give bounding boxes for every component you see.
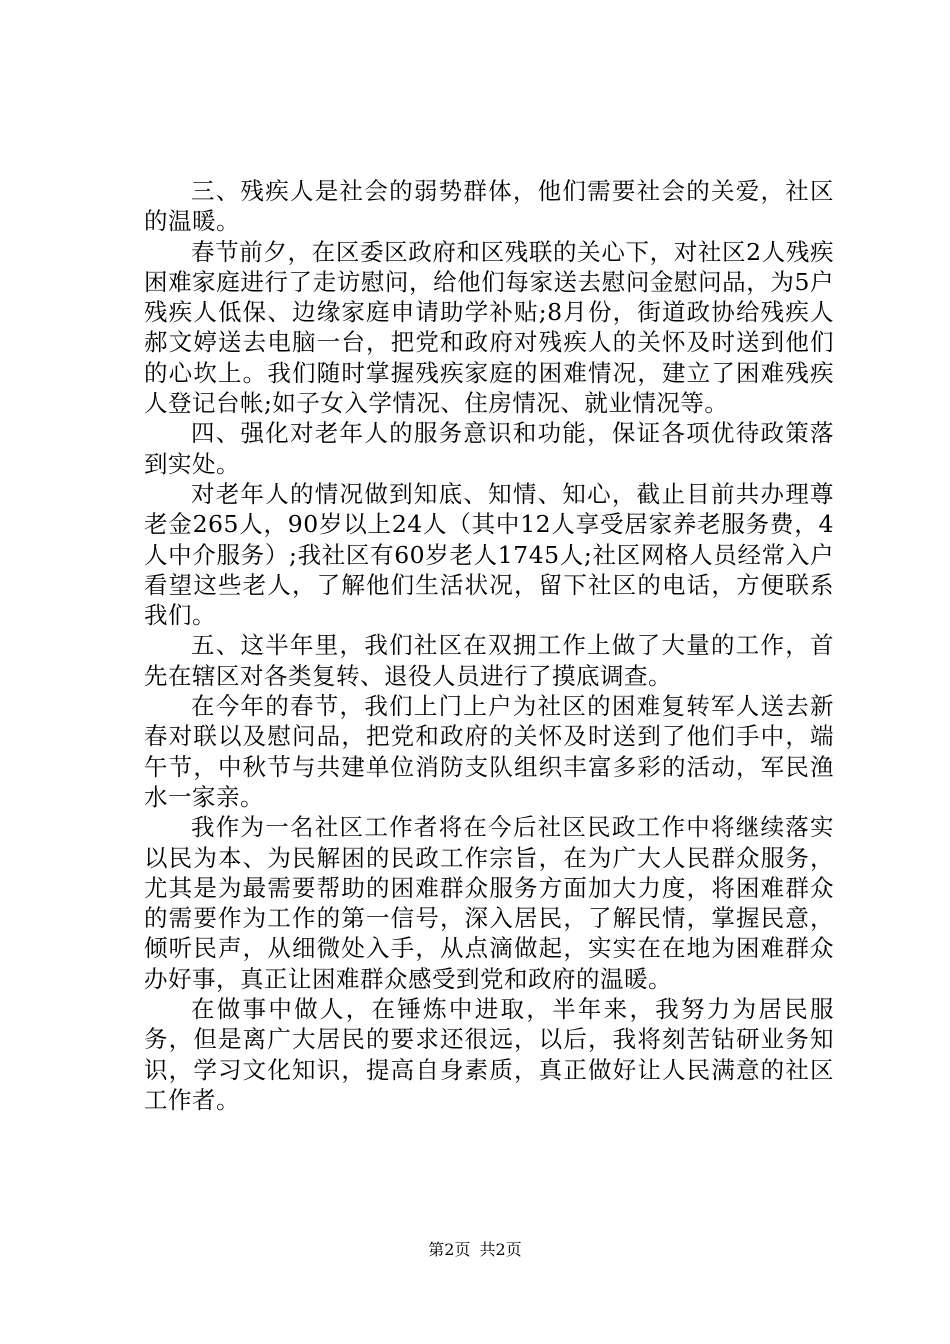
paragraph-disabled-details: 春节前夕，在区委区政府和区残联的关心下，对社区2人残疾困难家庭进行了走访慰问，给他们每家送去慰问金慰问品，为5户残疾人低保、边缘家庭申请助学补贴;8月份，街道政协给残疾人郝文婷送去电脑一台，把党和政府对残疾人的关怀及时送到他们的心坎上。我们随时掌握残疾家庭的困难情况，建立了困难残疾人登记台帐;如子女入学情况、住房情况、就业情况等。 [144,237,834,418]
page-footer [0,1240,950,1260]
page-total: 共2页 [479,1240,522,1259]
document-body [144,176,834,1115]
paragraph-military-heading: 五、这半年里，我们社区在双拥工作上做了大量的工作，首先在辖区对各类复转、退役人员进行了摸底调查。 [144,631,834,690]
paragraph-disabled-heading: 三、残疾人是社会的弱势群体，他们需要社会的关爱，社区的温暖。 [144,177,834,236]
paragraph-commitment: 我作为一名社区工作者将在今后社区民政工作中将继续落实以民为本、为民解困的民政工作宗旨，在为广大人民群众服务，尤其是为最需要帮助的困难群众服务方面加大力度，将困难群众的需要作为工作的第一信号，深入居民，了解民情，掌握民意，倾听民声，从细微处入手，从点滴做起，实实在在地为困难群众办好事，真正让困难群众感受到党和政府的温暖。 [144,813,834,993]
paragraph-elderly-heading: 四、强化对老年人的服务意识和功能，保证各项优待政策落到实处。 [144,419,834,478]
paragraph-conclusion: 在做事中做人，在锤炼中进取，半年来，我努力为居民服务，但是离广大居民的要求还很远，以后，我将刻苦钻研业务知识，学习文化知识，提高自身素质，真正做好让人民满意的社区工作者。 [144,995,834,1114]
page-number: 第2页 [428,1240,471,1259]
paragraph-military-details: 在今年的春节，我们上门上户为社区的困难复转军人送去新春对联以及慰问品，把党和政府的关怀及时送到了他们手中，端午节，中秋节与共建单位消防支队组织丰富多彩的活动，军民渔水一家亲。 [144,692,834,811]
paragraph-elderly-details: 对老年人的情况做到知底、知情、知心，截止目前共办理尊老金265人，90岁以上24人（其中12人享受居家养老服务费，4人中介服务）;我社区有60岁老人1745人;社区网格人员经常入户看望这些老人，了解他们生活状况，留下社区的电话，方便联系我们。 [144,479,834,630]
